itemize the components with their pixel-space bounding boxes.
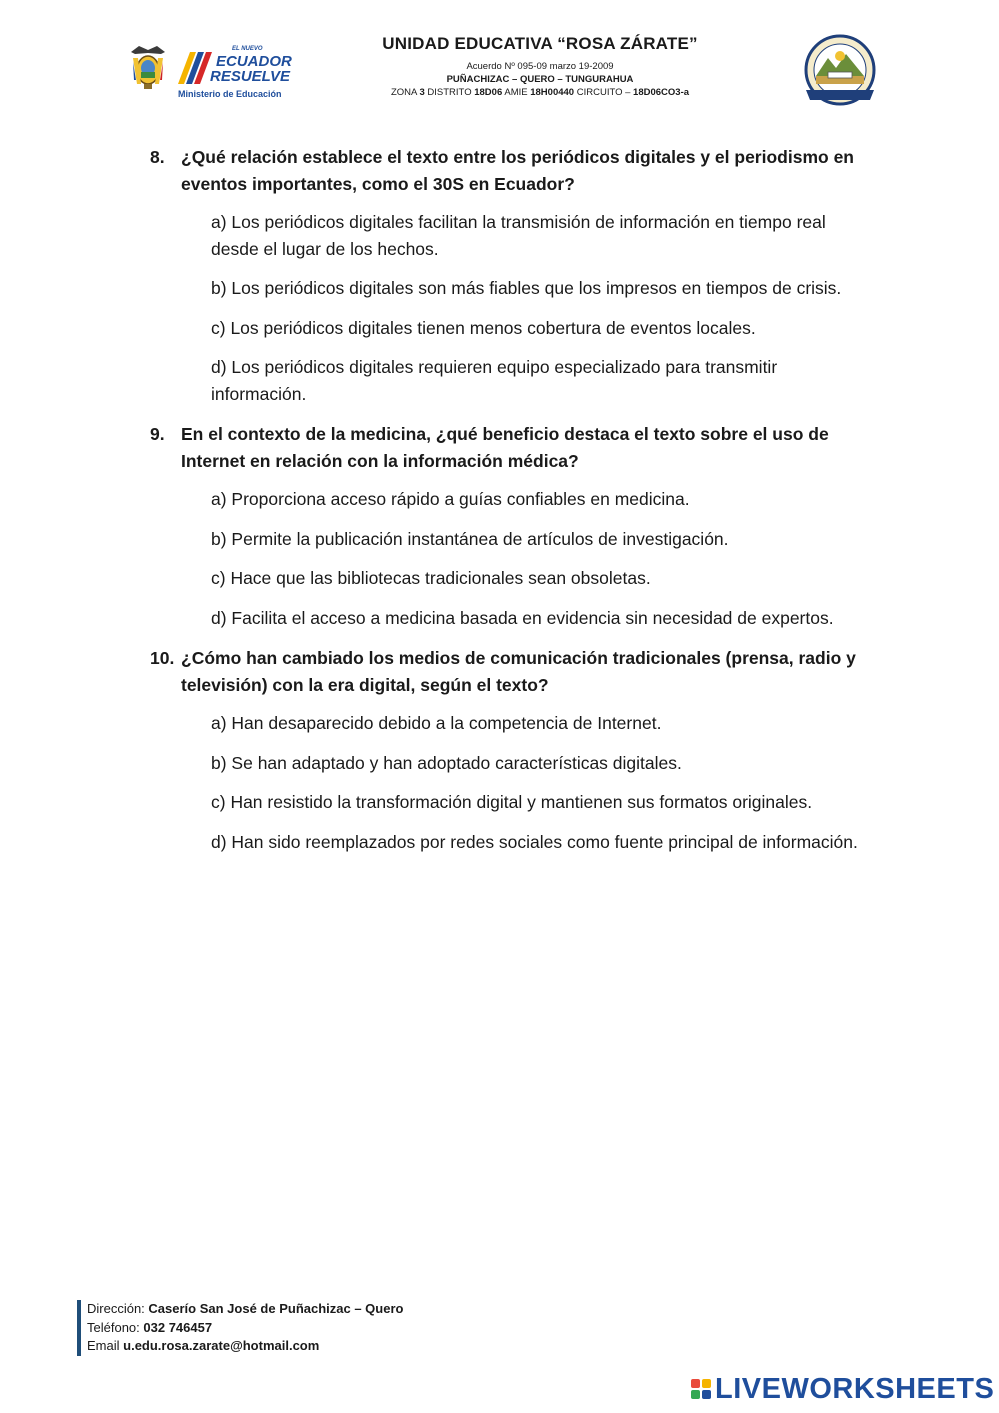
school-seal-ribbon: "PUÑACHIZAC" — [821, 117, 859, 123]
ministry-logo-line2: ECUADOR — [216, 53, 292, 70]
answer-options — [211, 710, 871, 855]
question-number: 8. — [150, 147, 165, 167]
phone-value: 032 746457 — [143, 1319, 213, 1335]
question-9 — [150, 421, 880, 631]
square-yellow — [702, 1379, 711, 1388]
answer-options — [211, 209, 871, 407]
agreement-line: Acuerdo Nº 095-09 marzo 19-2009 — [466, 61, 614, 72]
zone-district-line — [300, 86, 780, 99]
square-red — [691, 1379, 700, 1388]
answer-option-c[interactable]: c) Han resistido la transformación digital y mantienen sus formatos originales. — [211, 792, 813, 812]
question-number: 9. — [150, 424, 165, 444]
answer-option-d[interactable]: d) Los periódicos digitales requieren equipo especializado para transmitir información. — [211, 357, 778, 404]
answer-option-a[interactable]: a) Los periódicos digitales facilitan la transmisión de información en tiempo real desde el lugar de los hechos. — [211, 212, 826, 259]
zone-value: 3 — [419, 87, 425, 98]
district-label: DISTRITO — [427, 87, 472, 98]
location-line: PUÑACHIZAC – QUERO – TUNGURAHUA — [446, 74, 634, 85]
institution-title: UNIDAD EDUCATIVA “ROSA ZÁRATE” — [382, 34, 698, 53]
answer-option-b[interactable]: b) Permite la publicación instantánea de artículos de investigación. — [211, 528, 729, 549]
questions-section — [150, 144, 880, 869]
footer-address — [87, 1300, 403, 1319]
document-header — [0, 28, 999, 123]
amie-label: AMIE — [504, 87, 528, 98]
circuit-label: CIRCUITO – — [576, 87, 631, 98]
footer-email — [87, 1337, 403, 1356]
circuit-value: 18D06CO3-a — [633, 87, 690, 98]
ministry-logo-line1: EL NUEVO — [232, 46, 263, 52]
ministry-of-education-logo — [176, 44, 292, 102]
email-label: Email — [87, 1338, 120, 1353]
question-text: En el contexto de la medicina, ¿qué beneficio destaca el texto sobre el uso de Internet en relación con la información médica? — [181, 424, 829, 471]
liveworksheets-wordmark: LIVEWORKSHEETS — [715, 1372, 995, 1405]
ecuador-coat-of-arms-icon — [127, 44, 169, 90]
question-number: 10. — [150, 648, 175, 668]
liveworksheets-squares-icon — [691, 1379, 711, 1399]
phone-label: Teléfono: — [87, 1319, 140, 1335]
answer-option-c[interactable]: c) Los periódicos digitales tienen menos cobertura de eventos locales. — [211, 317, 756, 338]
square-green — [691, 1390, 700, 1399]
address-value: Caserío San José de Puñachizac – Quero — [148, 1301, 404, 1316]
answer-options — [211, 486, 871, 631]
question-header — [150, 144, 880, 197]
question-8 — [150, 144, 880, 407]
square-blue — [702, 1390, 711, 1399]
question-header — [150, 421, 880, 474]
answer-option-b[interactable]: b) Se han adaptado y han adoptado características digitales. — [211, 752, 682, 773]
institution-info — [300, 34, 780, 99]
email-value[interactable]: u.edu.rosa.zarate@hotmail.com — [123, 1338, 320, 1353]
answer-option-a[interactable]: a) Proporciona acceso rápido a guías confiables en medicina. — [211, 489, 690, 509]
question-10 — [150, 645, 880, 855]
document-footer — [77, 1300, 403, 1356]
district-value: 18D06 — [474, 87, 503, 98]
zone-label: ZONA — [390, 87, 417, 98]
address-label: Dirección: — [87, 1301, 145, 1316]
question-text: ¿Cómo han cambiado los medios de comunicación tradicionales (prensa, radio y televisión) con la era digital, según el texto? — [181, 648, 856, 695]
question-header — [150, 645, 880, 698]
school-seal-icon — [800, 32, 880, 114]
footer-phone — [87, 1319, 403, 1338]
ministry-logo-line3: RESUELVE — [210, 68, 291, 85]
amie-value: 18H00440 — [530, 87, 575, 98]
answer-option-b[interactable]: b) Los periódicos digitales son más fiables que los impresos en tiempos de crisis. — [211, 278, 842, 298]
liveworksheets-logo[interactable] — [691, 1374, 994, 1404]
answer-option-c[interactable]: c) Hace que las bibliotecas tradicionales sean obsoletas. — [211, 568, 651, 588]
ministry-logo-line4: Ministerio de Educación — [178, 89, 282, 99]
answer-option-a[interactable]: a) Han desaparecido debido a la competencia de Internet. — [211, 713, 662, 733]
answer-option-d[interactable]: d) Han sido reemplazados por redes sociales como fuente principal de información. — [211, 831, 858, 852]
question-text: ¿Qué relación establece el texto entre los periódicos digitales y el periodismo en eventos importantes, como el 30S en Ecuador? — [181, 147, 854, 194]
answer-option-d[interactable]: d) Facilita el acceso a medicina basada en evidencia sin necesidad de expertos. — [211, 607, 834, 628]
